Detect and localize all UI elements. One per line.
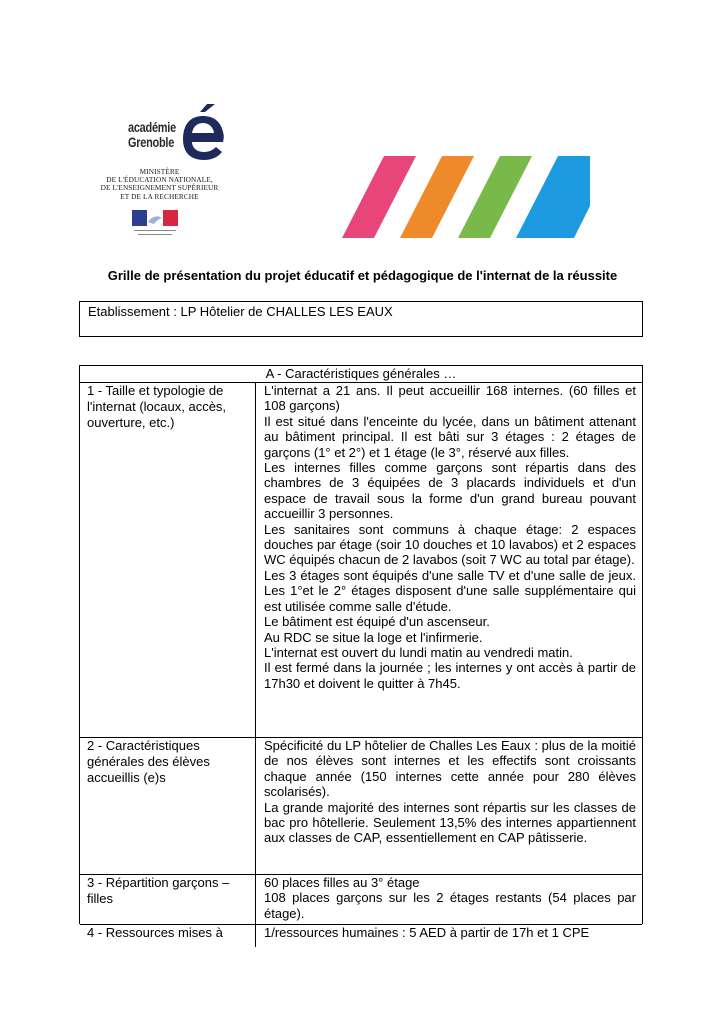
paragraph: Il est situé dans l'enceinte du lycée, dans un bâtiment attenant au bâtiment principal. Il est bâti sur 3 étages : 2 étages de garçons (1° et 2°) et 1 étage (le 3°, réservé aux filles. bbox=[264, 413, 636, 460]
paragraph: Spécificité du LP hôtelier de Challes Les Eaux : plus de la moitié de nos élèves sont internes et les effectifs sont croissants chaque année (150 internes cette année pour 280 élèves scolarisés). bbox=[264, 738, 636, 800]
section-heading: A - Caractéristiques générales … bbox=[80, 366, 642, 383]
paragraph: Les sanitaires sont communs à chaque étage: 2 espaces douches par étage (soir 10 douches et 10 lavabos) et 2 espaces WC équipés chacun de 2 lavabos (soit 7 WC au total par étage). bbox=[264, 521, 636, 568]
ministere-line: DE L'ENSEIGNEMENT SUPÉRIEUR bbox=[100, 183, 219, 193]
row-label: 3 - Répartition garçons – filles bbox=[80, 875, 256, 924]
paragraph: Les internes filles comme garçons sont répartis dans des chambres de 3 équipées de 3 placards individuels et d'un espace de travail sous la forme d'un grand bureau pouvant accueillir 3 personnes. bbox=[264, 460, 636, 522]
paragraph: L'internat est ouvert du lundi matin au vendredi matin. bbox=[264, 644, 573, 660]
table-row bbox=[80, 925, 642, 947]
blue-stripe bbox=[516, 156, 590, 238]
paragraph: Au RDC se situe la loge et l'infirmerie. bbox=[264, 629, 483, 645]
pink-stripe bbox=[342, 156, 416, 238]
republique-francaise-flag-icon bbox=[132, 210, 178, 238]
ministere-line: MINISTÈRE bbox=[139, 167, 180, 176]
colored-stripes-banner bbox=[342, 156, 590, 238]
paragraph: 60 places filles au 3° étage bbox=[264, 875, 420, 890]
orange-stripe bbox=[400, 156, 474, 238]
paragraph: La grande majorité des internes sont répartis sur les classes de bac pro hôtellerie. Seulement 13,5% des internes appartiennent aux classes de CAP, essentiellement en CAP pâtisserie. bbox=[264, 799, 636, 846]
paragraph: L'internat a 21 ans. Il peut accueillir 168 internes. (60 filles et 108 garçons) bbox=[264, 383, 636, 414]
e-letter-icon bbox=[181, 102, 225, 162]
paragraph: 108 places garçons sur les 2 étages restants (54 places par étage). bbox=[264, 890, 636, 921]
etablissement-text: Etablissement : LP Hôtelier de CHALLES LES EAUX bbox=[88, 304, 393, 319]
logo-line-grenoble: Grenoble bbox=[128, 134, 175, 150]
document-title: Grille de présentation du projet éducatif et pédagogique de l'internat de la réussite bbox=[107, 268, 618, 283]
logo-line-academie: académie bbox=[128, 119, 176, 135]
row-label: 1 - Taille et typologie de l'internat (locaux, accès, ouverture, etc.) bbox=[80, 383, 256, 737]
academie-wordmark bbox=[128, 120, 176, 150]
ministere-line: ET DE LA RECHERCHE bbox=[120, 191, 199, 201]
etablissement-box bbox=[79, 301, 643, 337]
paragraph: Les 3 étages sont équipés d'une salle TV et d'une salle de jeux. Les 1°et le 2° étages disposent d'une salle supplémentaire qui est utilisée comme salle d'étude. bbox=[264, 567, 636, 614]
paragraph: Il est fermé dans la journée ; les internes y ont accès à partir de 17h30 et doivent le quitter à 7h45. bbox=[264, 660, 636, 691]
row-content bbox=[256, 875, 642, 924]
academie-grenoble-logo bbox=[92, 98, 227, 248]
characteristics-table bbox=[79, 365, 643, 940]
row-content bbox=[256, 383, 642, 737]
row-content bbox=[256, 925, 642, 947]
paragraph: 1/ressources humaines : 5 AED à partir de 17h et 1 CPE bbox=[264, 925, 590, 940]
green-stripe bbox=[458, 156, 532, 238]
row-content bbox=[256, 738, 642, 874]
row-label: 2 - Caractéristiques générales des élèves accueillis (e)s bbox=[80, 738, 256, 874]
paragraph: Le bâtiment est équipé d'un ascenseur. bbox=[264, 614, 490, 630]
ministere-text bbox=[92, 168, 227, 201]
ministere-line: DE L'ÉDUCATION NATIONALE, bbox=[106, 175, 213, 185]
row-label: 4 - Ressources mises à bbox=[80, 925, 256, 947]
table-row bbox=[80, 875, 642, 925]
table-row bbox=[80, 383, 642, 738]
table-row bbox=[80, 738, 642, 875]
